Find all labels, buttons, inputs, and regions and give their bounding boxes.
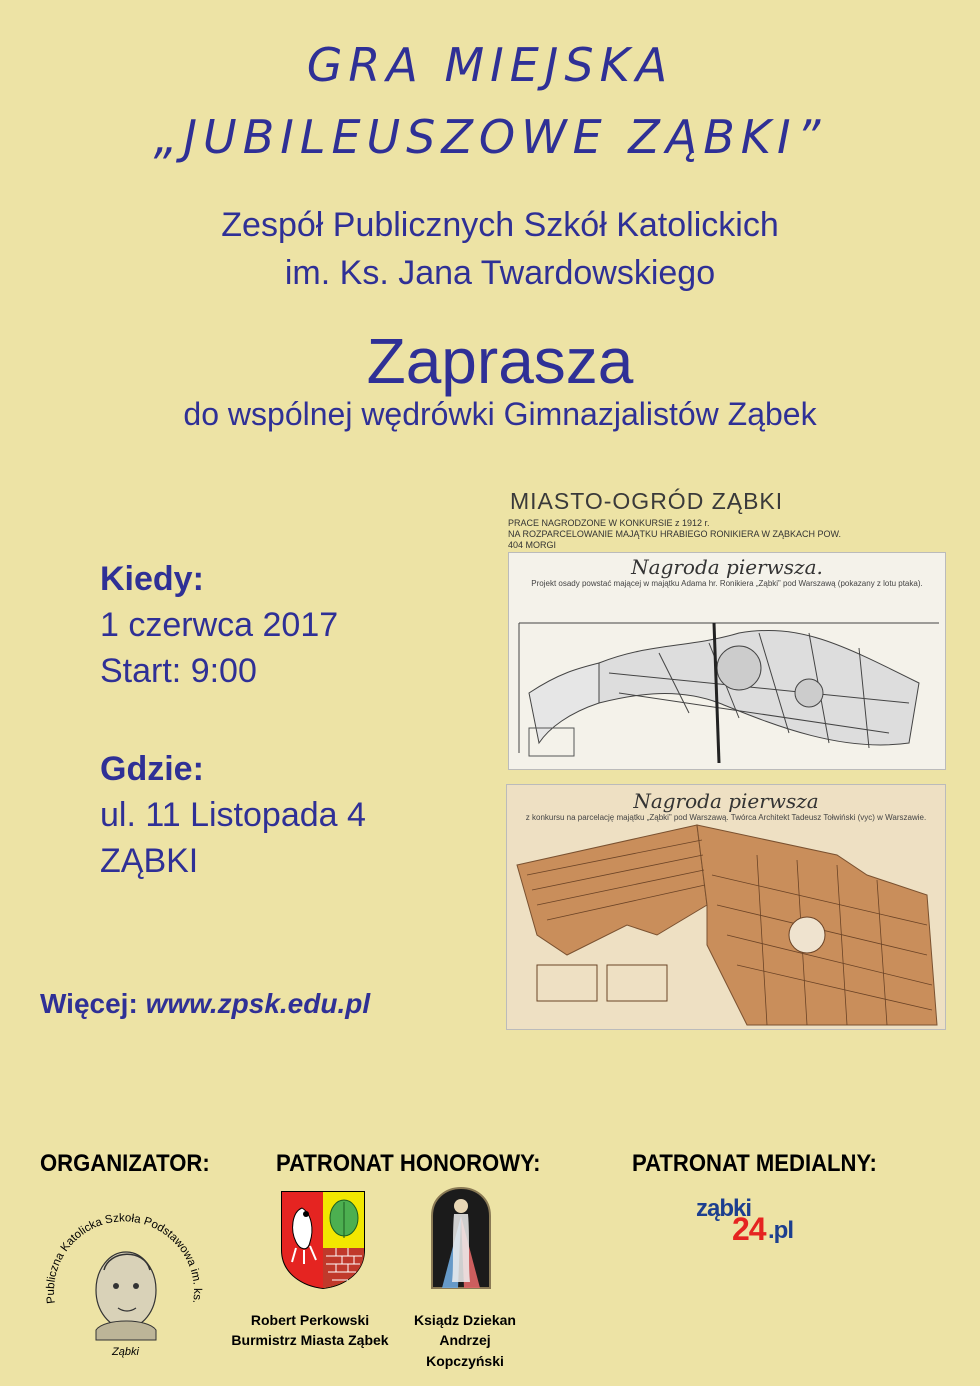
patron2-name: Ksiądz Dziekan (414, 1312, 516, 1328)
map-plan-color-sub: z konkursu na parcelację majątku „Ząbki” pod Warszawą. Twórca Architekt Tadeusz Tołwiński (vyc) w Warszawie. (525, 813, 927, 822)
seal-city-text: Ząbki (112, 1346, 139, 1358)
school-seal-icon (34, 1190, 214, 1370)
patron2-caption (400, 1310, 530, 1371)
map-plan-bw-caption: Nagroda pierwsza. (631, 555, 823, 579)
where-label: Gdzie: (100, 750, 204, 788)
invite-subtitle: do wspólnej wędrówki Gimnazjalistów Ząbek (183, 396, 817, 432)
poster-title-line2: „JUBILEUSZOWE ZĄBKI” (153, 110, 827, 164)
divine-mercy-image (430, 1186, 492, 1290)
zabki-coat-of-arms (278, 1190, 368, 1290)
when-start: Start: 9:00 (100, 652, 257, 690)
when-label: Kiedy: (100, 560, 204, 598)
zabki24-logo[interactable] (694, 1195, 824, 1255)
more-url-link[interactable]: www.zpsk.edu.pl (145, 988, 371, 1019)
school-name-line2: im. Ks. Jana Twardowskiego (284, 254, 716, 292)
patron2-title: Andrzej Kopczyński (426, 1332, 504, 1369)
map-plan-bw (508, 552, 946, 770)
patron1-name: Robert Perkowski (250, 1312, 370, 1328)
more-label: Więcej: (40, 988, 138, 1019)
map-plan-color-drawing (507, 785, 945, 1029)
poster-title-line1: GRA MIEJSKA (306, 38, 674, 92)
map-note-line2: NA ROZPARCELOWANIE MAJĄTKU HRABIEGO RONIKIERA W ZĄBKACH POW. 404 MORGI (508, 528, 842, 550)
where-city: ZĄBKI (100, 842, 199, 880)
honorary-patron-label: PATRONAT HONOROWY: (276, 1150, 541, 1177)
zabki24-logo-suffix: .pl (768, 1217, 793, 1244)
school-name-line1: Zespół Publicznych Szkół Katolickich (221, 206, 779, 244)
patron1-caption (200, 1310, 420, 1351)
map-plan-bw-drawing (509, 553, 945, 769)
map-plan-color (506, 784, 946, 1030)
divine-mercy-icon (430, 1186, 492, 1290)
invite-heading: Zaprasza (366, 325, 634, 397)
organizer-label: ORGANIZATOR: (40, 1150, 210, 1177)
seal-arc-text: Publiczna Katolicka Szkoła Podstawowa im. ks. (44, 1212, 204, 1305)
coat-of-arms-icon (278, 1190, 368, 1290)
media-patron-label: PATRONAT MEDIALNY: (632, 1150, 877, 1177)
map-note (508, 518, 848, 550)
patron1-title: Burmistrz Miasta Ząbek (231, 1332, 389, 1349)
map-note-line1: PRACE NAGRODZONE W KONKURSIE z 1912 r. (508, 518, 710, 528)
map-plan-color-caption: Nagroda pierwsza (633, 789, 819, 813)
organizer-seal-logo (34, 1190, 214, 1370)
zabki24-logo-number: 24 (732, 1211, 766, 1247)
more-info (40, 988, 370, 1020)
map-plan-bw-sub: Projekt osady powstać mającej w majątku Adama hr. Ronikiera „Ząbki” pod Warszawą (pokazany z lotu ptaka). (531, 579, 923, 588)
when-date: 1 czerwca 2017 (100, 606, 339, 644)
map-heading: MIASTO-OGRÓD ZĄBKI (510, 488, 784, 514)
where-street: ul. 11 Listopada 4 (100, 796, 366, 834)
zabki24-logo-text: ząbki (696, 1195, 752, 1222)
